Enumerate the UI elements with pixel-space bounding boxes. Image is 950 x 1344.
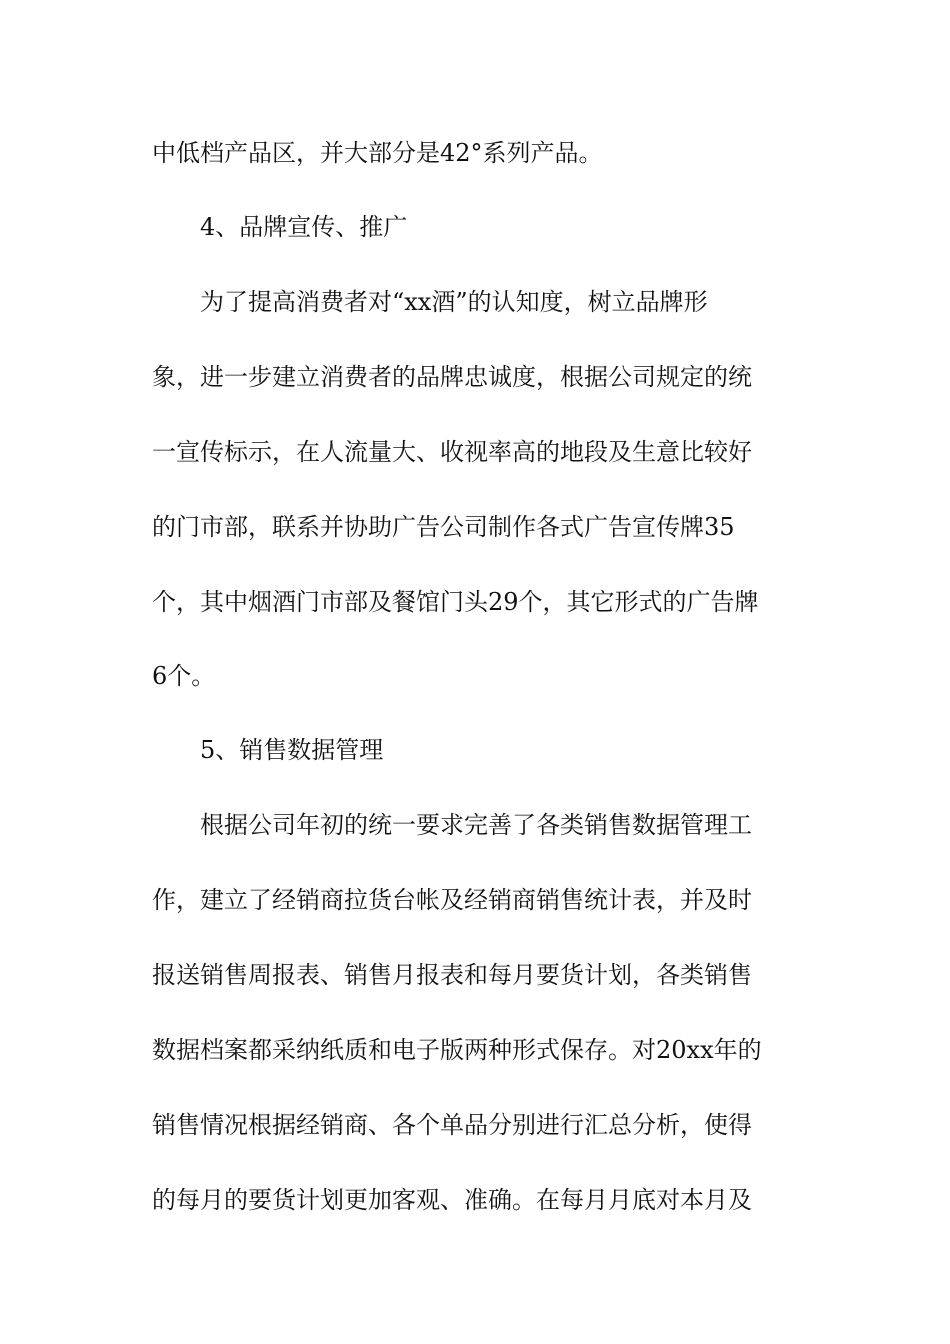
paragraph-line-13: 的每月的要货计划更加客观、准确。在每月月底对本月及 — [152, 1186, 752, 1214]
paragraph-line-10: 报送销售周报表、销售月报表和每月要货计划，各类销售 — [152, 961, 752, 989]
paragraph-line-2: 为了提高消费者对“xx酒”的认知度，树立品牌形 — [200, 288, 708, 316]
paragraph-line-8: 根据公司年初的统一要求完善了各类销售数据管理工 — [200, 811, 752, 839]
paragraph-line-1: 中低档产品区，并大部分是42°系列产品。 — [152, 139, 603, 167]
section-heading-brand-promotion: 4、品牌宣传、推广 — [200, 213, 408, 241]
section-heading-sales-data: 5、销售数据管理 — [200, 736, 384, 764]
paragraph-line-7: 6个。 — [152, 662, 216, 690]
paragraph-line-4: 一宣传标示，在人流量大、收视率高的地段及生意比较好 — [152, 438, 752, 466]
paragraph-line-12: 销售情况根据经销商、各个单品分别进行汇总分析，使得 — [152, 1111, 752, 1139]
paragraph-line-3: 象，进一步建立消费者的品牌忠诚度，根据公司规定的统 — [152, 363, 752, 391]
paragraph-line-5: 的门市部，联系并协助广告公司制作各式广告宣传牌35 — [152, 513, 735, 541]
paragraph-line-9: 作，建立了经销商拉货台帐及经销商销售统计表，并及时 — [152, 886, 752, 914]
paragraph-line-6: 个，其中烟酒门市部及餐馆门头29个，其它形式的广告牌 — [152, 588, 759, 616]
paragraph-line-11: 数据档案都采纳纸质和电子版两种形式保存。对20xx年的 — [152, 1036, 762, 1064]
